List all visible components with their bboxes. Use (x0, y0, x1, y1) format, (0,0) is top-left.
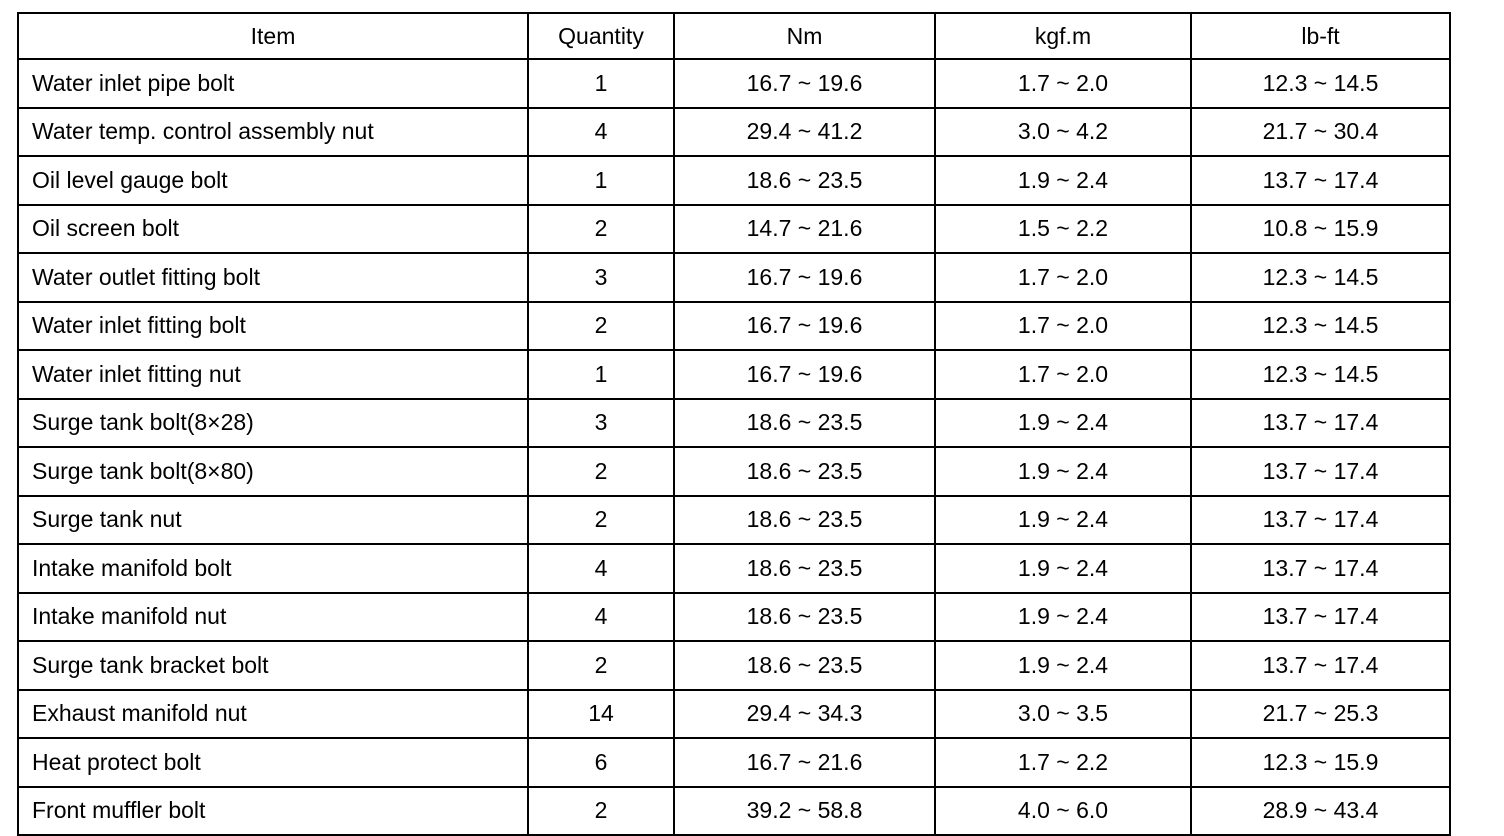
table-row (18, 447, 1450, 496)
quantity-cell: 4 (528, 108, 674, 157)
item-cell: Surge tank bolt(8×28) (18, 399, 528, 448)
nm-cell: 29.4 ~ 34.3 (674, 690, 935, 739)
quantity-cell: 1 (528, 350, 674, 399)
quantity-cell: 3 (528, 253, 674, 302)
kgf-m-cell: 1.9 ~ 2.4 (935, 399, 1191, 448)
kgf-m-cell: 1.9 ~ 2.4 (935, 447, 1191, 496)
lb-ft-cell: 13.7 ~ 17.4 (1191, 156, 1450, 205)
quantity-cell: 1 (528, 156, 674, 205)
lb-ft-cell: 10.8 ~ 15.9 (1191, 205, 1450, 254)
lb-ft-cell: 28.9 ~ 43.4 (1191, 787, 1450, 836)
nm-cell: 18.6 ~ 23.5 (674, 593, 935, 642)
kgf-m-cell: 3.0 ~ 3.5 (935, 690, 1191, 739)
lb-ft-cell: 13.7 ~ 17.4 (1191, 641, 1450, 690)
item-cell: Water inlet fitting bolt (18, 302, 528, 351)
kgf-m-cell: 1.7 ~ 2.0 (935, 59, 1191, 108)
lb-ft-cell: 13.7 ~ 17.4 (1191, 544, 1450, 593)
header-quantity: Quantity (528, 13, 674, 59)
header-lb-ft: lb-ft (1191, 13, 1450, 59)
table-row (18, 59, 1450, 108)
torque-spec-table (17, 12, 1451, 836)
table-row (18, 738, 1450, 787)
quantity-cell: 14 (528, 690, 674, 739)
table-header-row (18, 13, 1450, 59)
table-row (18, 496, 1450, 545)
nm-cell: 39.2 ~ 58.8 (674, 787, 935, 836)
lb-ft-cell: 13.7 ~ 17.4 (1191, 399, 1450, 448)
kgf-m-cell: 3.0 ~ 4.2 (935, 108, 1191, 157)
lb-ft-cell: 21.7 ~ 30.4 (1191, 108, 1450, 157)
lb-ft-cell: 21.7 ~ 25.3 (1191, 690, 1450, 739)
table-row (18, 593, 1450, 642)
nm-cell: 18.6 ~ 23.5 (674, 447, 935, 496)
table-row (18, 350, 1450, 399)
lb-ft-cell: 12.3 ~ 14.5 (1191, 253, 1450, 302)
kgf-m-cell: 1.7 ~ 2.2 (935, 738, 1191, 787)
table-body (18, 59, 1450, 835)
item-cell: Front muffler bolt (18, 787, 528, 836)
item-cell: Water inlet pipe bolt (18, 59, 528, 108)
header-item: Item (18, 13, 528, 59)
quantity-cell: 2 (528, 302, 674, 351)
kgf-m-cell: 1.7 ~ 2.0 (935, 302, 1191, 351)
quantity-cell: 2 (528, 787, 674, 836)
kgf-m-cell: 1.9 ~ 2.4 (935, 641, 1191, 690)
header-nm: Nm (674, 13, 935, 59)
kgf-m-cell: 1.9 ~ 2.4 (935, 496, 1191, 545)
quantity-cell: 2 (528, 641, 674, 690)
nm-cell: 16.7 ~ 19.6 (674, 59, 935, 108)
nm-cell: 16.7 ~ 21.6 (674, 738, 935, 787)
lb-ft-cell: 13.7 ~ 17.4 (1191, 496, 1450, 545)
kgf-m-cell: 1.7 ~ 2.0 (935, 253, 1191, 302)
item-cell: Water temp. control assembly nut (18, 108, 528, 157)
header-kgf-m: kgf.m (935, 13, 1191, 59)
lb-ft-cell: 12.3 ~ 14.5 (1191, 59, 1450, 108)
table-row (18, 641, 1450, 690)
nm-cell: 16.7 ~ 19.6 (674, 253, 935, 302)
lb-ft-cell: 13.7 ~ 17.4 (1191, 593, 1450, 642)
lb-ft-cell: 12.3 ~ 14.5 (1191, 350, 1450, 399)
table-row (18, 399, 1450, 448)
nm-cell: 29.4 ~ 41.2 (674, 108, 935, 157)
nm-cell: 18.6 ~ 23.5 (674, 496, 935, 545)
kgf-m-cell: 4.0 ~ 6.0 (935, 787, 1191, 836)
table-row (18, 156, 1450, 205)
table-row (18, 253, 1450, 302)
nm-cell: 18.6 ~ 23.5 (674, 399, 935, 448)
quantity-cell: 2 (528, 205, 674, 254)
kgf-m-cell: 1.9 ~ 2.4 (935, 156, 1191, 205)
kgf-m-cell: 1.5 ~ 2.2 (935, 205, 1191, 254)
table-row (18, 302, 1450, 351)
item-cell: Exhaust manifold nut (18, 690, 528, 739)
nm-cell: 16.7 ~ 19.6 (674, 302, 935, 351)
nm-cell: 18.6 ~ 23.5 (674, 156, 935, 205)
nm-cell: 18.6 ~ 23.5 (674, 544, 935, 593)
quantity-cell: 2 (528, 447, 674, 496)
table-row (18, 205, 1450, 254)
table-row (18, 108, 1450, 157)
table-row (18, 787, 1450, 836)
lb-ft-cell: 12.3 ~ 15.9 (1191, 738, 1450, 787)
quantity-cell: 4 (528, 544, 674, 593)
item-cell: Intake manifold nut (18, 593, 528, 642)
nm-cell: 14.7 ~ 21.6 (674, 205, 935, 254)
quantity-cell: 1 (528, 59, 674, 108)
item-cell: Intake manifold bolt (18, 544, 528, 593)
kgf-m-cell: 1.9 ~ 2.4 (935, 544, 1191, 593)
nm-cell: 18.6 ~ 23.5 (674, 641, 935, 690)
quantity-cell: 3 (528, 399, 674, 448)
lb-ft-cell: 13.7 ~ 17.4 (1191, 447, 1450, 496)
table-row (18, 690, 1450, 739)
item-cell: Water outlet fitting bolt (18, 253, 528, 302)
quantity-cell: 6 (528, 738, 674, 787)
lb-ft-cell: 12.3 ~ 14.5 (1191, 302, 1450, 351)
item-cell: Surge tank nut (18, 496, 528, 545)
quantity-cell: 4 (528, 593, 674, 642)
item-cell: Oil level gauge bolt (18, 156, 528, 205)
item-cell: Surge tank bracket bolt (18, 641, 528, 690)
item-cell: Oil screen bolt (18, 205, 528, 254)
item-cell: Water inlet fitting nut (18, 350, 528, 399)
item-cell: Surge tank bolt(8×80) (18, 447, 528, 496)
kgf-m-cell: 1.7 ~ 2.0 (935, 350, 1191, 399)
quantity-cell: 2 (528, 496, 674, 545)
table-row (18, 544, 1450, 593)
kgf-m-cell: 1.9 ~ 2.4 (935, 593, 1191, 642)
item-cell: Heat protect bolt (18, 738, 528, 787)
nm-cell: 16.7 ~ 19.6 (674, 350, 935, 399)
